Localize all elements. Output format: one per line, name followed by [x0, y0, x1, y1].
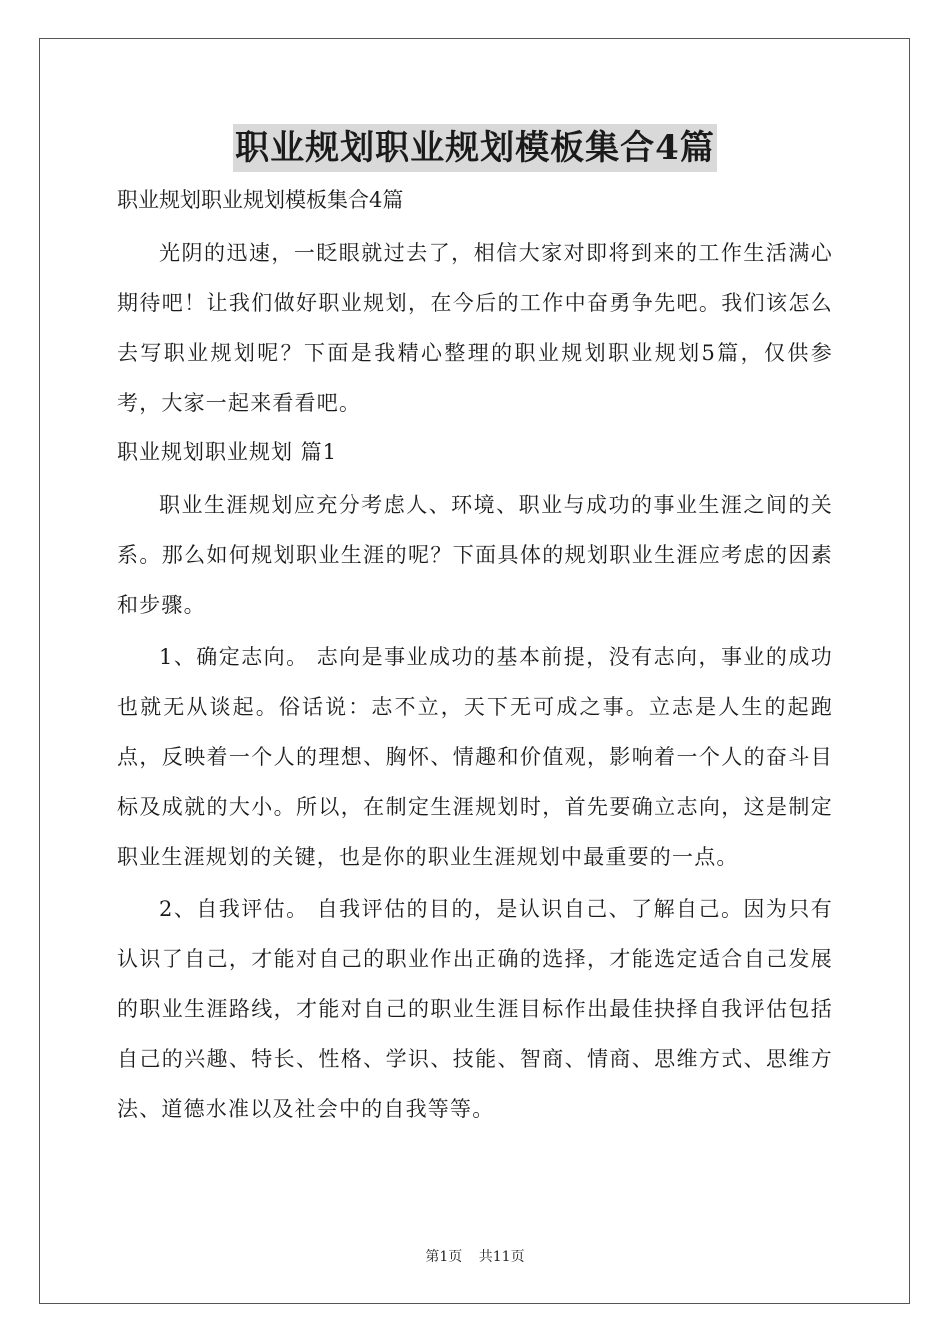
intro-paragraph: 光阴的迅速，一眨眼就过去了，相信大家对即将到来的工作生活满心期待吧！让我们做好职业规划，在今后的工作中奋勇争先吧。我们该怎么去写职业规划呢？下面是我精心整理的职业规划职业规划5篇，仅供参考，大家一起来看看吧。 [117, 241, 833, 415]
section-heading: 职业规划职业规划 篇1 [117, 440, 338, 464]
page-total: 共11页 [478, 1249, 525, 1265]
page-footer [0, 1246, 950, 1266]
section-paragraph-3: 2、自我评估。 自我评估的目的，是认识自己、了解自己。因为只有认识了自己，才能对自己的职业作出正确的选择，才能选定适合自己发展的职业生涯路线，才能对自己的职业生涯目标作出最佳抉择自我评估包括自己的兴趣、特长、性格、学识、技能、智商、情商、思维方式、思维方法、道德水准以及社会中的自我等等。 [117, 897, 833, 1121]
title-container [0, 124, 950, 172]
document-body [117, 178, 833, 1136]
document-subtitle: 职业规划职业规划模板集合4篇 [117, 188, 404, 212]
section-paragraph-2: 1、确定志向。 志向是事业成功的基本前提，没有志向，事业的成功也就无从谈起。俗话说：志不立，天下无可成之事。立志是人生的起跑点，反映着一个人的理想、胸怀、情趣和价值观，影响着一个人的奋斗目标及成就的大小。所以，在制定生涯规划时，首先要确立志向，这是制定职业生涯规划的关键，也是你的职业生涯规划中最重要的一点。 [117, 645, 833, 869]
page-number: 第1页 [425, 1249, 463, 1265]
document-title: 职业规划职业规划模板集合4篇 [233, 124, 717, 172]
section-paragraph-1: 职业生涯规划应充分考虑人、环境、职业与成功的事业生涯之间的关系。那么如何规划职业生涯的呢？下面具体的规划职业生涯应考虑的因素和步骤。 [117, 493, 833, 617]
